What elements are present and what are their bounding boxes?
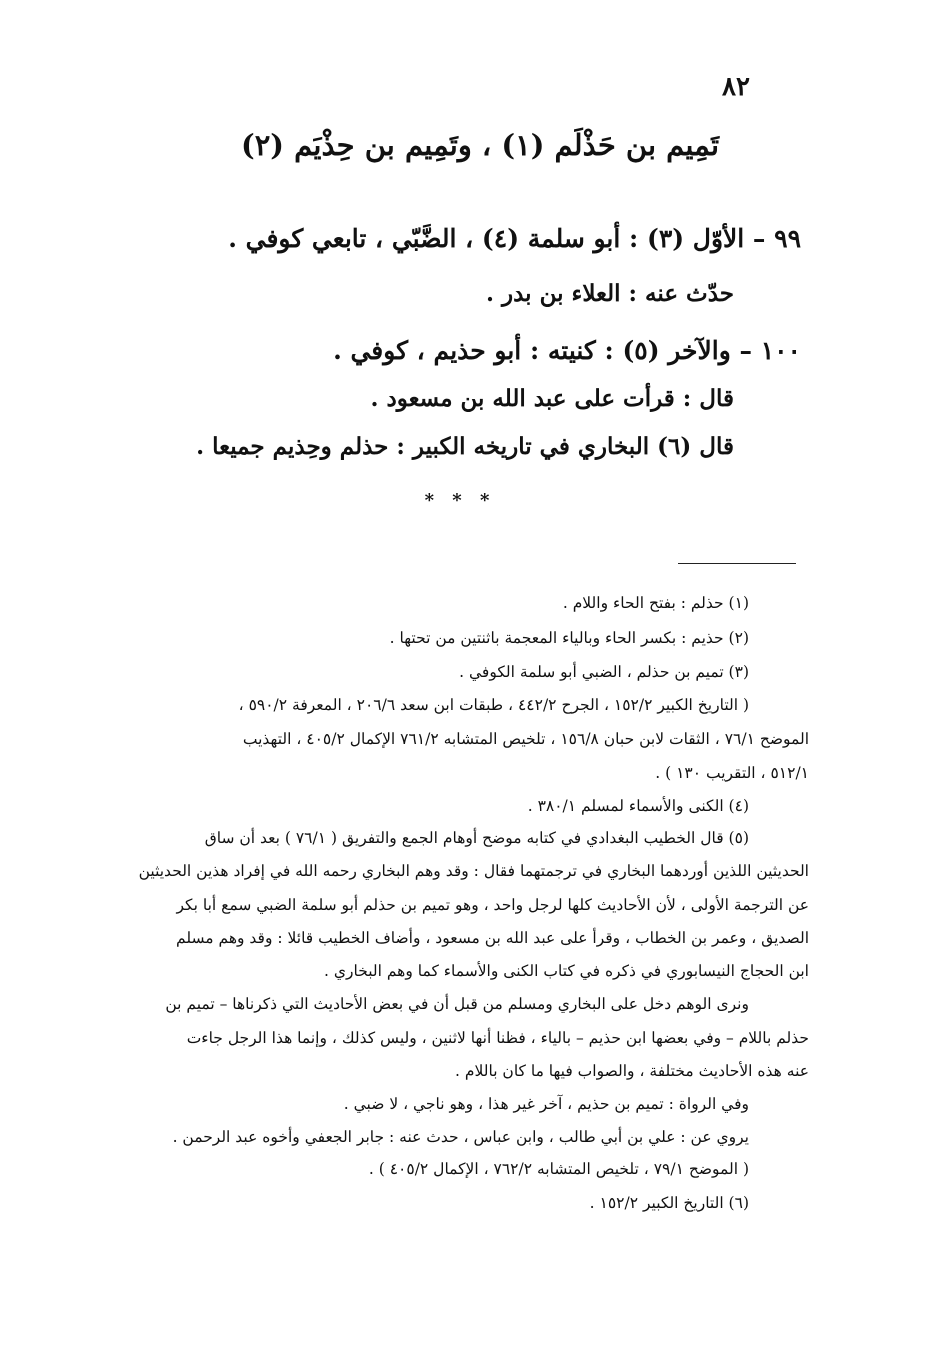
footnote-3: (٣) تميم بن حذلم ، الضبي أبو سلمة الكوفي . <box>459 663 749 681</box>
footnote-5-line-7: حذلم باللام – وفي بعضها ابن حذيم – بالياء ، فظنا أنها لاثنين ، وليس كذلك ، وإنما هذا الرجل جاءت <box>186 1029 809 1047</box>
entry-heading: تَمِيم بن حَذْلَم (١) ، وتَمِيم بن حِذْيَم (٢) <box>240 128 720 162</box>
entry-100-quote-line: قال : قرأت على عبد الله بن مسعود . <box>370 385 734 412</box>
footnote-1: (١) حذلم : بفتح الحاء واللام . <box>562 594 749 612</box>
footnote-divider <box>678 563 796 564</box>
footnote-4: (٤) الكنى والأسماء لمسلم ٣٨٠/١ . <box>527 797 749 815</box>
footnote-5-line-3: عن الترجمة الأولى ، لأن الأحاديث كلها لرجل واحد ، وهو تميم بن حذلم أبو سلمة الضبي سمع أبا بكر <box>176 896 809 914</box>
entry-100-bukhari-line: قال (٦) البخاري في تاريخه الكبير : حذلم وحِذيم جميعا . <box>196 433 734 460</box>
footnote-5-line-5: ابن الحجاج النيسابوري في ذكره في كتاب الكنى والأسماء كما وهم البخاري . <box>324 962 809 980</box>
footnote-5-line-11: ( الموضح ٧٩/١ ، تلخيص المتشابه ٧٦٢/٢ ، الإكمال ٤٠٥/٢ ) . <box>368 1160 749 1178</box>
footnote-6: (٦) التاريخ الكبير ١٥٢/٢ . <box>589 1194 749 1212</box>
footnote-5-line-6: ونرى الوهم دخل على البخاري ومسلم من قبل أن في بعض الأحاديث التي ذكرناها – تميم بن <box>165 995 749 1013</box>
footnote-5-line-8: عنه هذه الأحاديث مختلفة ، والصواب فيها ما كان باللام . <box>455 1062 809 1080</box>
entry-99-narrator-line: حدّث عنه : العلاء بن بدر . <box>485 280 734 307</box>
footnote-2: (٢) حذيم : بكسر الحاء وبالياء المعجمة باثنتين من تحتها . <box>389 629 749 647</box>
entry-100-line: ١٠٠ – والآخر (٥) : كنيته : أبو حذيم ، كوفي . <box>333 336 801 365</box>
footnote-3-refs-1: ( التاريخ الكبير ١٥٢/٢ ، الجرح ٤٤٢/٢ ، طبقات ابن سعد ٢٠٦/٦ ، المعرفة ٥٩٠/٢ ، <box>238 696 749 714</box>
footnote-5-line-2: الحديثين اللذين أوردهما البخاري في ترجمتهما فقال : وقد وهم البخاري رحمه الله في إفراد هذين الحديثين <box>138 862 809 880</box>
page-number: ٨٢ <box>722 72 750 102</box>
entry-99-line: ٩٩ – الأوّل (٣) : أبو سلمة (٤) ، الضَّبّي ، تابعي كوفي . <box>228 224 801 253</box>
footnote-5-line-1: (٥) قال الخطيب البغدادي في كتابه موضح أوهام الجمع والتفريق ( ٧٦/١ ) بعد أن ساق <box>204 829 749 847</box>
footnote-3-refs-3: ٥١٢/١ ، التقريب ١٣٠ ) . <box>655 764 809 782</box>
footnote-5-line-9: وفي الرواة : تميم بن حذيم ، آخر غير هذا ، وهو ناجي ، لا ضبي . <box>343 1095 749 1113</box>
footnote-5-line-10: يروي عن : علي بن أبي طالب ، وابن عباس ، حدث عنه : جابر الجعفي وأخوه عبد الرحمن . <box>172 1128 749 1146</box>
section-separator: * * * <box>424 490 496 511</box>
footnote-3-refs-2: الموضح ٧٦/١ ، الثقات لابن حبان ١٥٦/٨ ، تلخيص المتشابه ٧٦١/٢ الإكمال ٤٠٥/٢ ، التهذيب <box>242 730 809 748</box>
footnote-5-line-4: الصديق ، وعمر بن الخطاب ، وقرأ على عبد الله بن مسعود ، وأضاف الخطيب قائلا : وقد وهم مسلم <box>176 929 809 947</box>
